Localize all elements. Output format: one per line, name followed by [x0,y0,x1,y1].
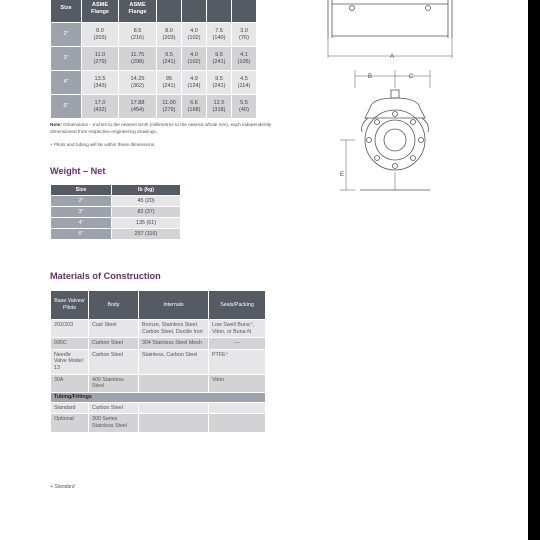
dim-value-cell: 8.0 (203) [157,23,182,47]
dim-value-cell: 4.1 (105) [232,47,257,71]
mat-header-base: Base Valves/ Pilots [51,291,89,320]
material-cell [209,402,266,414]
table-row [51,229,181,240]
dim-value-cell: 4.0 (102) [182,47,207,71]
material-cell: Needle Valve Model 13 [51,349,89,374]
material-cell [139,374,209,392]
dim-value-cell: 9.5 (241) [207,47,232,71]
weight-size-cell: 3" [51,207,112,218]
dim-header-col3 [157,0,182,23]
table-row [51,349,266,374]
dim-size-cell: 4" [51,71,82,95]
table-row [51,320,266,338]
material-cell: 30A [51,374,89,392]
material-cell [139,402,209,414]
dim-header-flange-1: ASME Flange [82,0,119,23]
table-row [51,95,257,119]
table-row [51,218,181,229]
weight-size-cell: 4" [51,218,112,229]
mat-header-body: Body [89,291,139,320]
dim-value-cell: 17.88 (454) [119,95,157,119]
material-cell: PTFE⁺ [209,349,266,374]
pilots-note: + Pilots and tubing will be within these dimensions. [50,142,156,147]
material-cell: 300 Series Stainless Steel [89,414,139,432]
weight-size-cell: 2" [51,196,112,207]
dim-header-size: Size [51,0,82,23]
dim-header-col6 [232,0,257,23]
dim-value-cell: 11.75 (298) [119,47,157,71]
material-cell: 202/203 [51,320,89,338]
material-cell: Carbon Steel [89,338,139,350]
dim-value-cell: 11.0 (279) [82,47,119,71]
dim-value-cell: 9.5 (241) [157,47,182,71]
dim-value-cell: 12.5 (318) [207,95,232,119]
weight-header-size: Size [51,185,112,196]
material-cell [139,414,209,432]
table-row [51,23,257,47]
dim-value-cell: 4.9 (124) [182,71,207,95]
dim-value-cell: 11.00 (279) [157,95,182,119]
tubing-subheading-row [51,392,266,402]
dim-value-cell: 17.0 (432) [82,95,119,119]
note-label: Note: [50,122,62,127]
dim-label-a: A [390,54,395,60]
dim-value-cell: 7.5 (140) [207,23,232,47]
note-text: Dimensions – Inches to the nearest tenth (millimetres to the nearest whole mm), each independently dimensioned from respective engineering drawings. [50,122,272,134]
dimensions-note [50,122,285,136]
dim-size-cell: 3" [51,47,82,71]
dim-value-cell: 95 (241) [157,71,182,95]
dim-header-col5 [207,0,232,23]
material-cell: 304 Stainless Steel Mesh [139,338,209,350]
dim-value-cell: 4.5 (114) [232,71,257,95]
dim-value-cell: 13.5 (343) [82,71,119,95]
mat-header-seals: Seals/Packing [209,291,266,320]
page-edge [528,0,540,540]
material-cell: Viton [209,374,266,392]
material-cell: Low Swell Buna⁺, Viton, or Buna-N [209,320,266,338]
material-cell: Stainless, Carbon Steel [139,349,209,374]
weight-header-value: lb (kg) [112,185,181,196]
dim-value-cell: 3.0 (76) [232,23,257,47]
material-cell: Bronze, Stainless Steel, Carbon Steel, Ductile Iron [139,320,209,338]
weight-value-cell: 257 (116) [112,229,181,240]
material-cell: Carbon Steel [89,402,139,414]
material-cell: — [209,338,266,350]
table-row [51,414,266,432]
weight-table [50,184,181,240]
table-row [51,47,257,71]
material-cell: Optional [51,414,89,432]
dim-value-cell: 5.5 (40) [232,95,257,119]
dim-value-cell: 4.0 (102) [182,23,207,47]
dim-header-col4 [182,0,207,23]
material-cell [209,414,266,432]
dim-size-cell: 6" [51,95,82,119]
dim-value-cell: 8.5 (216) [119,23,157,47]
materials-table [50,290,266,433]
material-cell: Carbon Steel [89,349,139,374]
material-cell: Cast Steel [89,320,139,338]
weight-size-cell: 6" [51,229,112,240]
dim-value-cell: 14.25 (362) [119,71,157,95]
materials-footnote: + Standard [50,484,75,490]
dim-label-e: E [340,172,345,178]
table-row [51,196,181,207]
tubing-subheading: Tubing/Fittings [51,392,266,402]
dim-value-cell: 9.5 (241) [207,71,232,95]
material-cell: 400 Stainless Steel [89,374,139,392]
dim-value-cell: 8.0 (203) [82,23,119,47]
table-row [51,402,266,414]
dim-value-cell: 6.6 (168) [182,95,207,119]
dimensions-table [50,0,257,119]
weight-value-cell: 82 (37) [112,207,181,218]
dim-header-flange-2: ASME Flange [119,0,157,23]
table-row [51,71,257,95]
weight-value-cell: 135 (61) [112,218,181,229]
dim-label-c: C [409,74,414,80]
weight-value-cell: 45 (20) [112,196,181,207]
valve-dimension-drawing [300,0,528,210]
materials-heading: Materials of Construction [50,271,161,281]
dim-size-cell: 2" [51,23,82,47]
weight-heading: Weight – Net [50,166,106,176]
table-row [51,338,266,350]
material-cell: 095C [51,338,89,350]
table-row [51,374,266,392]
mat-header-internals: Internals [139,291,209,320]
dim-label-b: B [368,74,373,80]
table-row [51,207,181,218]
material-cell: Standard [51,402,89,414]
